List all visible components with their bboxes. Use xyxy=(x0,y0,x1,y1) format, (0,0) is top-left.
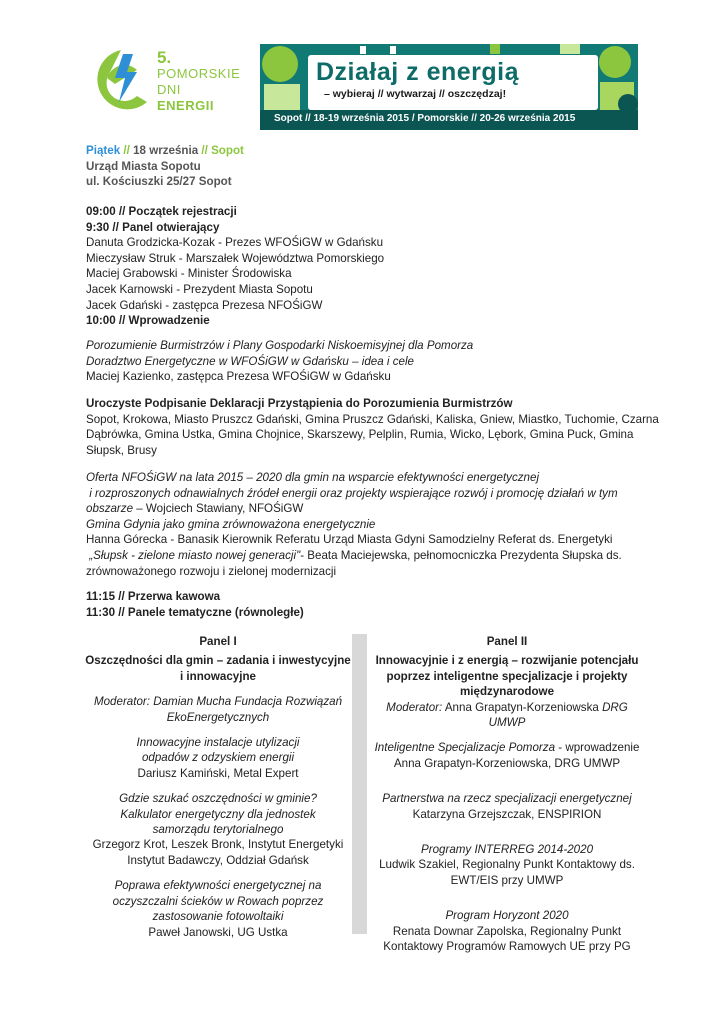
panels-header: 11:30 // Panele tematyczne (równoległe) xyxy=(86,605,304,619)
logo-number: 5. xyxy=(157,48,172,67)
panel-divider xyxy=(352,634,367,934)
talk-item xyxy=(373,740,641,771)
gdynia-title: Gmina Gdynia jako gmina zrównoważona energetycznie xyxy=(86,517,376,531)
day-name: Piątek xyxy=(86,144,121,157)
panel-2 xyxy=(373,634,641,955)
offer-section xyxy=(86,470,622,579)
break-section xyxy=(86,589,304,620)
panel-1 xyxy=(84,634,352,940)
coffee-break-time: 11:15 // Przerwa kawowa xyxy=(86,590,221,603)
talk-speaker: Katarzyna Grzejszczak, ENSPIRION xyxy=(412,807,602,821)
address: ul. Kościuszki 25/27 Sopot xyxy=(86,175,232,189)
logo-text xyxy=(157,50,240,114)
moderator-label: Moderator: xyxy=(386,700,443,714)
offer-line: Oferta NFOŚiGW na lata 2015 – 2020 dla gmin na wsparcie efektywności energetycznej xyxy=(86,471,540,484)
signing-title: Uroczyste Podpisanie Deklaracji Przystąpienia do Porozumienia Burmistrzów xyxy=(86,397,513,410)
intro-item: Doradztwo Energetyczne w WFOŚiGW w Gdańsku – idea i cele xyxy=(86,354,414,368)
introduction-time: 10:00 // Wprowadzenie xyxy=(86,314,210,328)
date-line: Piątek // 18 września // Sopot xyxy=(86,144,244,157)
talk-title: Program Horyzont 2020 xyxy=(445,909,569,923)
talk-speaker: Renata Downar Zapolska, Regionalny Punkt Kontaktowy Programów Ramowych UE przy PG xyxy=(383,924,631,954)
panel-moderator: Moderator: Damian Mucha Fundacja Rozwiązań EkoEnergetycznych xyxy=(93,695,343,724)
offer-line: i rozproszonych odnawialnych źródeł energii oraz projekty wspierające rozwój i promocję działań w tym xyxy=(86,486,618,500)
speaker-line: Danuta Grodzicka-Kozak - Prezes WFOŚiGW w Gdańsku xyxy=(86,236,384,250)
talk-speaker: Grzegorz Krot, Leszek Bronk, Instytut Energetyki Instytut Badawczy, Oddział Gdańsk xyxy=(92,838,344,867)
offer-line-3 xyxy=(86,501,622,517)
panel-moderator xyxy=(373,700,641,731)
banner-subtitle: – wybieraj // wytwarzaj // oszczędzaj! xyxy=(324,88,507,100)
logo-line-1: POMORSKIE xyxy=(157,66,241,81)
venue: Urząd Miasta Sopotu xyxy=(86,159,201,173)
introduction-section xyxy=(86,338,473,385)
offer-area: obszarze xyxy=(86,502,134,516)
date-text: 18 września xyxy=(133,144,199,157)
talk-speaker: Ludwik Szakiel, Regionalny Punkt Kontaktowy ds. EWT/EIS przy UMWP xyxy=(379,858,635,887)
panel-title: Oszczędności dla gmin – zadania i inwestycyjne i innowacyjne xyxy=(85,654,351,683)
moderator-org: DRG UMWP xyxy=(488,700,628,730)
speaker-line: Maciej Grabowski - Minister Środowiska xyxy=(86,267,292,281)
panel-title: Innowacyjnie i z energią – rozwijanie potencjału poprzez inteligentne specjalizacje i projekty międzynarodowe xyxy=(375,654,639,699)
slupsk-speaker: - Beata Maciejewska, pełnomocniczka Prezydenta Słupska ds. xyxy=(300,548,622,562)
talk-title: Inteligentne Specjalizacje Pomorza xyxy=(374,741,556,755)
panel-heading: Panel I xyxy=(199,635,237,648)
intro-speaker: Maciej Kazienko, zastępca Prezesa WFOŚiGW w Gdańsku xyxy=(86,370,391,384)
schedule-opening xyxy=(86,204,384,329)
event-date-venue xyxy=(86,143,244,190)
banner-title: Działaj z energią xyxy=(316,58,520,86)
speaker-line: Jacek Gdański - zastępca Prezesa NFOŚiGW xyxy=(86,298,323,312)
opening-panel-time: 9:30 // Panel otwierający xyxy=(86,220,220,234)
registration-time: 09:00 // Początek rejestracji xyxy=(86,205,237,218)
signing-line: Słupsk, Brusy xyxy=(86,443,157,457)
slupsk-line xyxy=(86,548,622,564)
energy-logo-icon xyxy=(85,44,157,122)
slupsk-title: „Słupsk - zielone miasto nowej generacji" xyxy=(86,548,301,562)
city-text: Sopot xyxy=(211,144,244,157)
talk-speaker: Paweł Janowski, UG Ustka xyxy=(148,925,288,939)
talk-title: Gdzie szukać oszczędności w gminie? Kalkulator energetyczny dla jednostek samorządu terytorialnego xyxy=(119,792,317,837)
talk-title: Poprawa efektywności energetycznej na oczyszczalni ścieków w Rowach poprzez zastosowanie fotowoltaiki xyxy=(112,879,324,924)
gdynia-speaker: Hanna Górecka - Banasik Kierownik Referatu Urząd Miasta Gdyni Samodzielny Referat ds. Energetyki xyxy=(86,533,613,547)
logo-line-2: DNI xyxy=(157,82,181,97)
signing-line: Sopot, Krokowa, Miasto Pruszcz Gdański, Gmina Pruszcz Gdański, Kaliska, Gniew, Miastko, Tuchomie, Czarna xyxy=(86,412,659,426)
event-banner xyxy=(260,44,638,130)
moderator-name: Anna Grapatyn-Korzeniowska xyxy=(442,700,603,714)
banner-dates: Sopot // 18-19 września 2015 / Pomorskie // 20-26 września 2015 xyxy=(274,113,576,124)
talk-title: Programy INTERREG 2014-2020 xyxy=(420,843,594,857)
talk-speaker: Dariusz Kamiński, Metal Expert xyxy=(137,766,299,780)
banner-dates-bar xyxy=(260,110,638,130)
talk-speaker: - wprowadzenie Anna Grapatyn-Korzeniowska, DRG UMWP xyxy=(393,741,640,770)
event-logo xyxy=(85,44,245,122)
talk-title: Partnerstwa na rzecz specjalizacji energetycznej xyxy=(382,792,632,806)
speaker-line: Jacek Karnowski - Prezydent Miasta Sopotu xyxy=(86,282,313,296)
slupsk-line-2: zrównoważonego rozwoju i zielonej modernizacji xyxy=(86,564,337,578)
signing-line: Dąbrówka, Gmina Ustka, Gmina Chojnice, Skarszewy, Pelplin, Rumia, Wicko, Lębork, Gmina Puck, Gmina xyxy=(86,428,634,442)
speaker-line: Mieczysław Struk - Marszałek Województwa Pomorskiego xyxy=(86,251,385,265)
offer-speaker: – Wojciech Stawiany, NFOŚiGW xyxy=(133,502,304,516)
panel-heading: Panel II xyxy=(486,635,528,648)
signing-section xyxy=(86,396,659,458)
intro-item: Porozumienie Burmistrzów i Plany Gospodarki Niskoemisyjnej dla Pomorza xyxy=(86,339,474,352)
talk-title: Innowacyjne instalacje utylizacji odpadów z odzyskiem energii xyxy=(136,736,300,765)
logo-line-3: ENERGII xyxy=(157,98,214,113)
